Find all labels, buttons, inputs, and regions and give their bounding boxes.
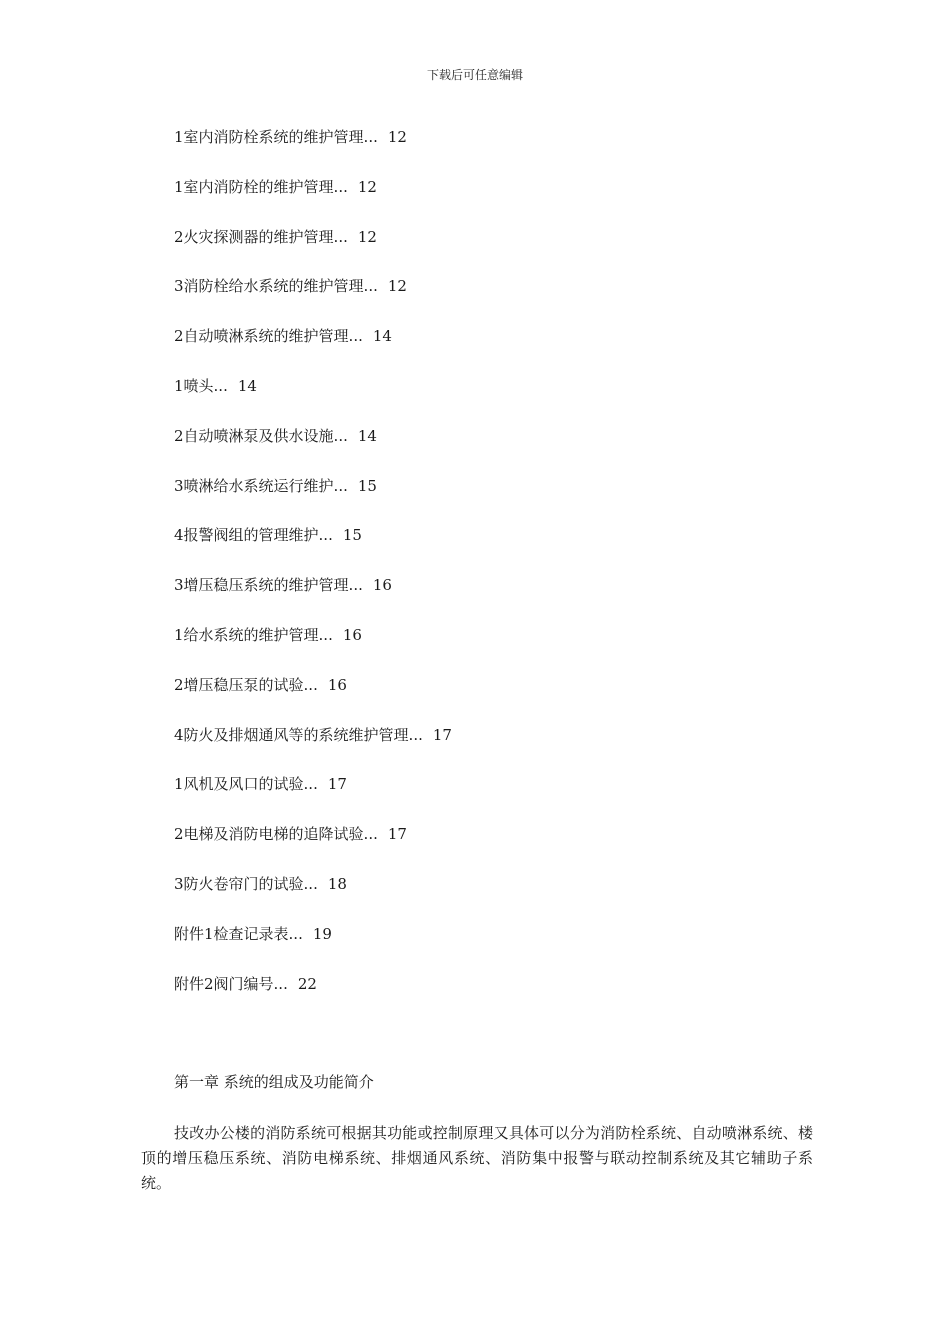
toc-entry-page: 17: [432, 725, 452, 744]
toc-entry-title: 4防火及排烟通风等的系统维护管理...: [174, 725, 423, 744]
toc-entry-title: 2电梯及消防电梯的追降试验...: [174, 825, 378, 844]
toc-entry: [174, 773, 452, 823]
toc-entry-page: 19: [312, 924, 332, 943]
toc-entry-title: 1给水系统的维护管理...: [174, 625, 333, 644]
table-of-contents: [174, 126, 452, 1022]
toc-entry-page: 12: [357, 177, 377, 196]
toc-entry: [174, 574, 452, 624]
toc-entry: [174, 176, 452, 226]
toc-entry: [174, 873, 452, 923]
toc-entry: [174, 724, 452, 774]
toc-entry-title: 1风机及风口的试验...: [174, 775, 318, 794]
toc-entry-title: 2自动喷淋泵及供水设施...: [174, 426, 348, 445]
toc-entry-page: 12: [387, 128, 407, 146]
toc-entry-title: 附件1检查记录表...: [174, 924, 303, 943]
toc-entry-page: 12: [357, 227, 377, 246]
toc-entry-title: 3喷淋给水系统运行维护...: [174, 476, 348, 495]
toc-entry-page: 22: [297, 974, 317, 993]
toc-entry-title: 1室内消防栓的维护管理...: [174, 177, 348, 196]
toc-entry-title: 1室内消防栓系统的维护管理...: [174, 128, 378, 146]
toc-entry: [174, 923, 452, 973]
toc-entry-title: 附件2阀门编号...: [174, 974, 288, 993]
body-paragraph: 技改办公楼的消防系统可根据其功能或控制原理又具体可以分为消防栓系统、自动喷淋系统、楼顶的增压稳压系统、消防电梯系统、排烟通风系统、消防集中报警与联动控制系统及其它辅助子系统。: [141, 1124, 813, 1192]
toc-entry: [174, 325, 452, 375]
toc-entry: [174, 126, 452, 176]
toc-entry: [174, 973, 452, 1023]
toc-entry-page: 18: [327, 874, 347, 893]
toc-entry: [174, 425, 452, 475]
toc-entry-title: 4报警阀组的管理维护...: [174, 526, 333, 545]
toc-entry-page: 17: [387, 825, 407, 844]
toc-entry-title: 2火灾探测器的维护管理...: [174, 227, 348, 246]
toc-entry: [174, 275, 452, 325]
toc-entry-title: 3防火卷帘门的试验...: [174, 874, 318, 893]
toc-entry: [174, 823, 452, 873]
toc-entry-title: 1喷头...: [174, 376, 228, 395]
toc-entry-page: 16: [342, 625, 362, 644]
toc-entry-page: 15: [342, 526, 362, 545]
toc-entry-page: 12: [387, 277, 407, 296]
toc-entry-page: 17: [327, 775, 347, 794]
toc-entry: [174, 375, 452, 425]
toc-entry-title: 2增压稳压泵的试验...: [174, 675, 318, 694]
toc-entry-title: 3消防栓给水系统的维护管理...: [174, 277, 378, 296]
toc-entry-title: 3增压稳压系统的维护管理...: [174, 576, 363, 595]
toc-entry-page: 14: [372, 327, 392, 346]
toc-entry-page: 14: [357, 426, 377, 445]
toc-entry: [174, 226, 452, 276]
toc-entry: [174, 475, 452, 525]
page-header: 下载后可任意编辑: [426, 68, 523, 82]
toc-entry: [174, 624, 452, 674]
toc-entry-page: 16: [372, 576, 392, 595]
toc-entry-page: 16: [327, 675, 347, 694]
chapter-heading: 第一章 系统的组成及功能简介: [174, 1073, 374, 1091]
toc-entry-title: 2自动喷淋系统的维护管理...: [174, 327, 363, 346]
toc-entry: [174, 524, 452, 574]
toc-entry-page: 14: [237, 376, 257, 395]
toc-entry: [174, 674, 452, 724]
toc-entry-page: 15: [357, 476, 377, 495]
